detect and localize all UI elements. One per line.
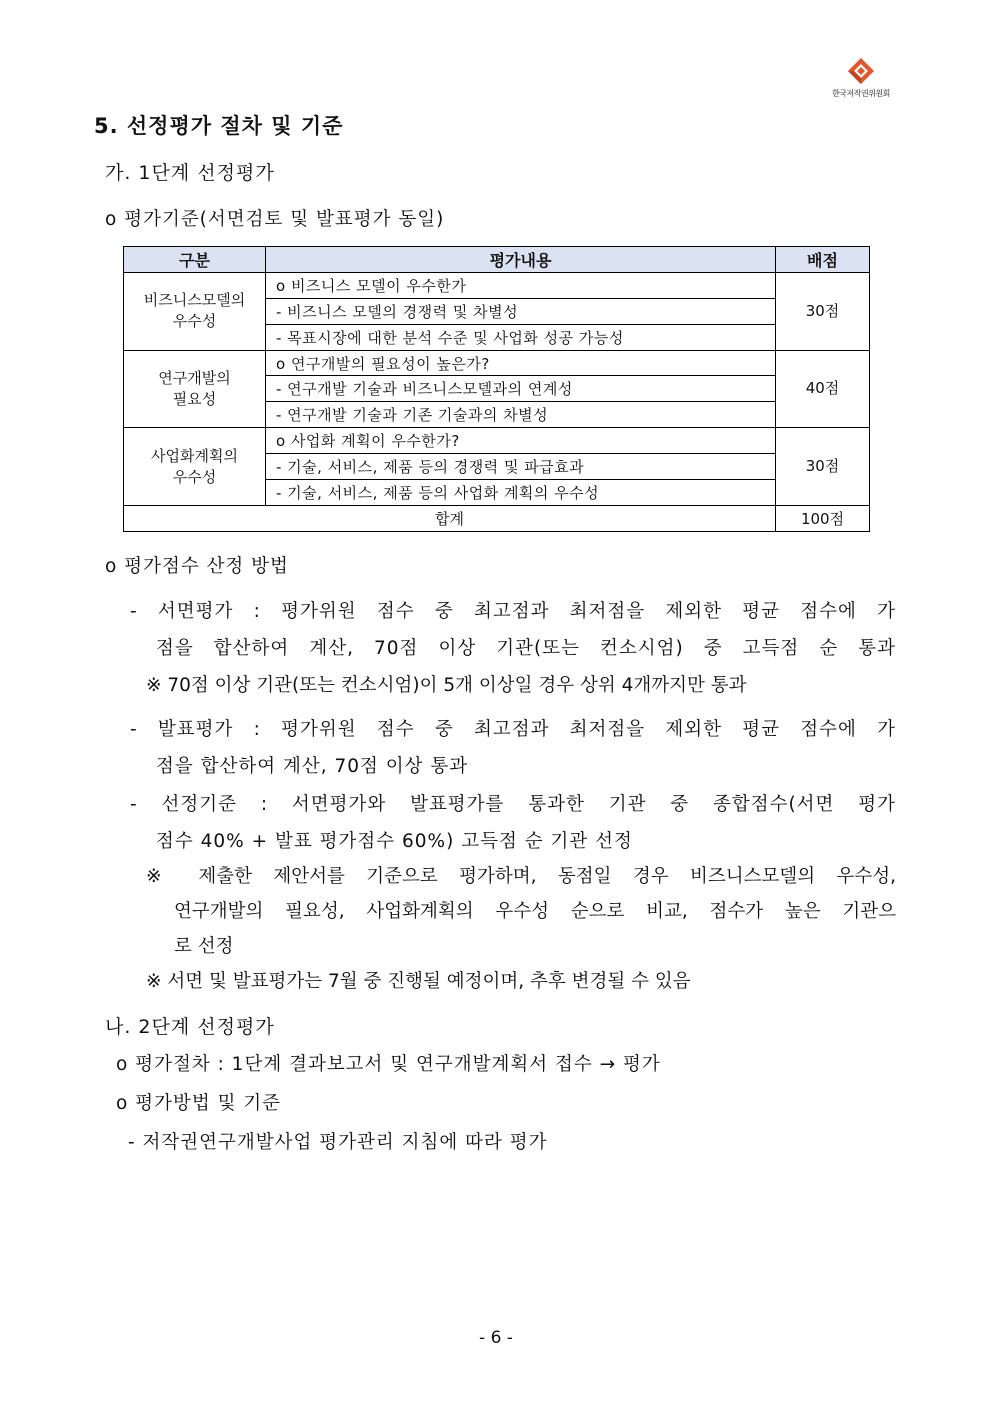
stage2-method-heading: o 평가방법 및 기준 xyxy=(116,1093,282,1114)
presentation-eval-line2: 점을 합산하여 계산, 70점 이상 통과 xyxy=(156,756,469,777)
stage2-procedure: o 평가절차 : 1단계 결과보고서 및 연구개발계획서 접수 → 평가 xyxy=(116,1054,661,1075)
table-header-row xyxy=(124,247,870,273)
table-total-row xyxy=(124,505,870,531)
page-number: - 6 - xyxy=(479,1328,513,1348)
written-eval-line1: - 서면평가 : 평가위원 점수 중 최고점과 최저점을 제외한 평균 점수에 가 xyxy=(130,601,896,622)
section-title: 5. 선정평가 절차 및 기준 xyxy=(94,114,344,138)
criteria-item: o 사업화 계획이 우수한가? xyxy=(266,428,776,454)
presentation-eval-line1: - 발표평가 : 평가위원 점수 중 최고점과 최저점을 제외한 평균 점수에 가 xyxy=(130,719,896,740)
points-cell: 30점 xyxy=(776,428,870,506)
total-points: 100점 xyxy=(776,505,870,531)
criteria-item: o 비즈니스 모델이 우수한가 xyxy=(266,272,776,298)
criteria-item: - 기술, 서비스, 제품 등의 사업화 계획의 우수성 xyxy=(266,480,776,506)
points-cell: 40점 xyxy=(776,350,870,428)
table-row xyxy=(124,428,870,454)
criteria-item: - 목표시장에 대한 분석 수준 및 사업화 성공 가능성 xyxy=(266,324,776,350)
logo-text: 한국저작권위원회 xyxy=(832,89,890,98)
selection-note1-line2: 연구개발의 필요성, 사업화계획의 우수성 순으로 비교, 점수가 높은 기관으 xyxy=(174,901,896,922)
selection-criteria-line2: 점수 40% + 발표 평가점수 60%) 고득점 순 기관 선정 xyxy=(156,831,633,852)
selection-note1-line1: ※ 제출한 제안서를 기준으로 평가하며, 동점일 경우 비즈니스모델의 우수성, xyxy=(146,866,896,887)
selection-note2: ※ 서면 및 발표평가는 7월 중 진행될 예정이며, 추후 변경될 수 있음 xyxy=(146,971,691,992)
criteria-heading: o 평가기준(서면검토 및 발표평가 동일) xyxy=(105,209,445,230)
written-eval-note: ※ 70점 이상 기관(또는 컨소시엄)이 5개 이상일 경우 상위 4개까지만 통과 xyxy=(146,675,747,696)
header-content: 평가내용 xyxy=(266,247,776,273)
stage1-title: 가. 1단계 선정평가 xyxy=(105,162,275,184)
copyright-commission-logo-icon xyxy=(846,56,876,86)
header-points: 배점 xyxy=(776,247,870,273)
logo xyxy=(826,56,896,99)
header-category: 구분 xyxy=(124,247,266,273)
selection-criteria-line1: - 선정기준 : 서면평가와 발표평가를 통과한 기관 중 종합점수(서면 평가 xyxy=(130,794,896,815)
criteria-item: o 연구개발의 필요성이 높은가? xyxy=(266,350,776,376)
table-row xyxy=(124,350,870,376)
criteria-item: - 연구개발 기술과 비즈니스모델과의 연계성 xyxy=(266,376,776,402)
selection-note1-line3: 로 선정 xyxy=(174,936,234,957)
category-cell: 비즈니스모델의 우수성 xyxy=(124,272,266,350)
written-eval-line2: 점을 합산하여 계산, 70점 이상 기관(또는 컨소시엄) 중 고득점 순 통과 xyxy=(156,638,896,659)
stage2-title: 나. 2단계 선정평가 xyxy=(105,1016,275,1038)
criteria-item: - 기술, 서비스, 제품 등의 경쟁력 및 파급효과 xyxy=(266,454,776,480)
stage2-method-item: - 저작권연구개발사업 평가관리 지침에 따라 평가 xyxy=(128,1132,548,1153)
table-row xyxy=(124,272,870,298)
evaluation-criteria-table xyxy=(123,246,870,532)
category-cell: 사업화계획의 우수성 xyxy=(124,428,266,506)
total-label: 합계 xyxy=(124,505,776,531)
points-cell: 30점 xyxy=(776,272,870,350)
criteria-item: - 연구개발 기술과 기존 기술과의 차별성 xyxy=(266,402,776,428)
category-cell: 연구개발의 필요성 xyxy=(124,350,266,428)
score-heading: o 평가점수 산정 방법 xyxy=(105,556,289,577)
criteria-item: - 비즈니스 모델의 경쟁력 및 차별성 xyxy=(266,298,776,324)
